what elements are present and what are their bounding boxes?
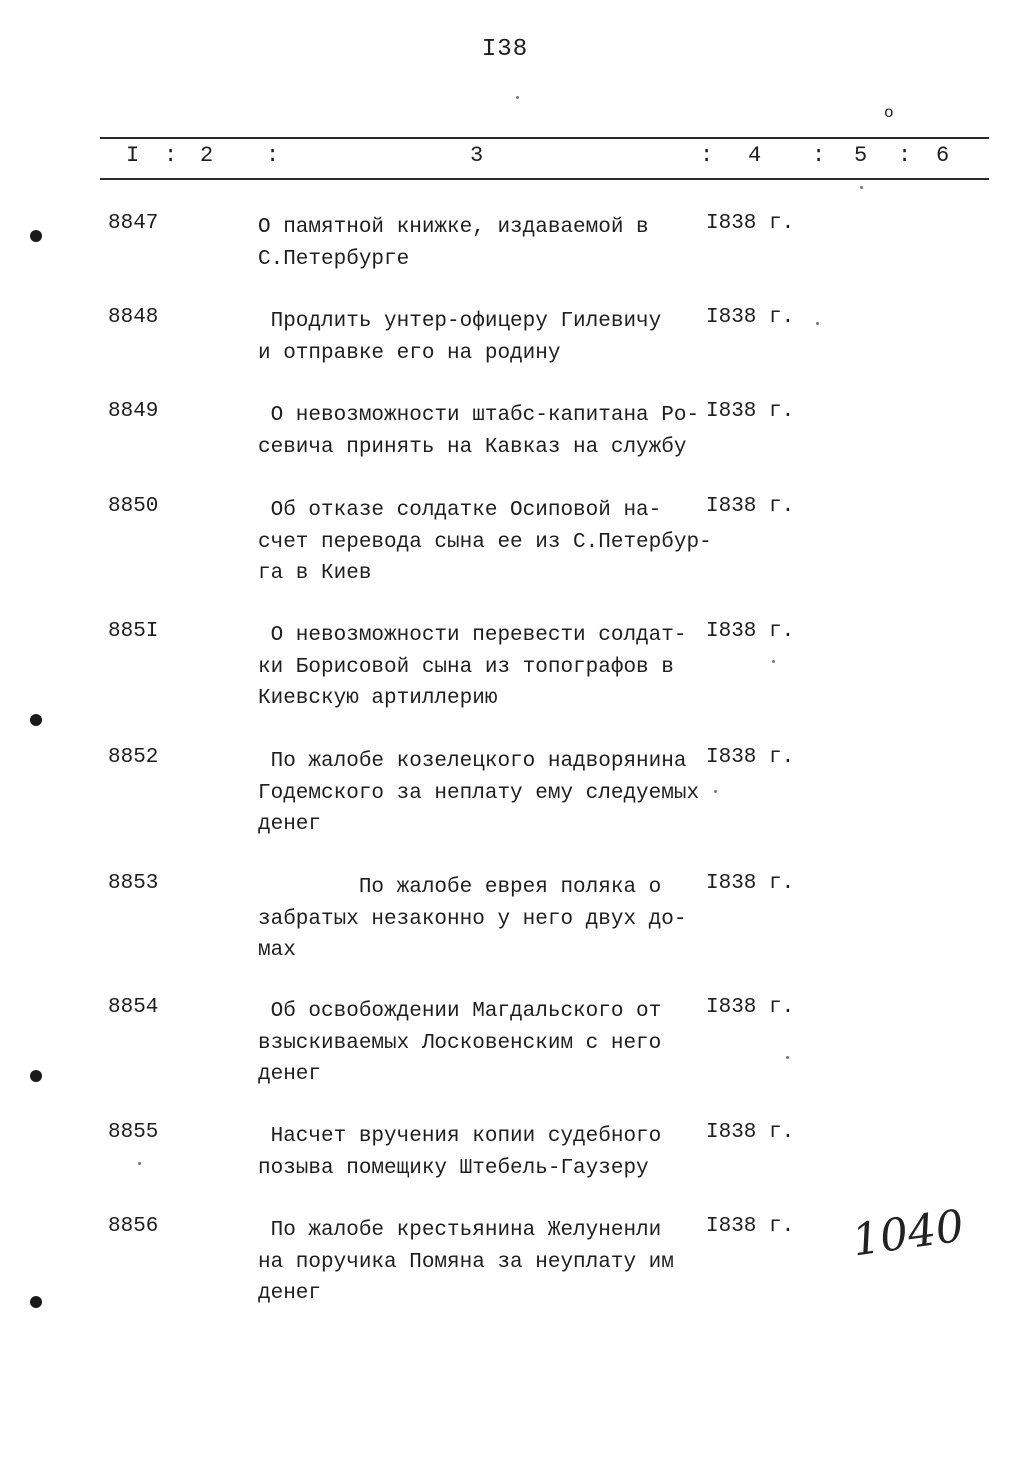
- binding-hole-mark: [30, 230, 42, 242]
- header-separator: :: [164, 143, 178, 168]
- paper-speck: [860, 186, 863, 189]
- header-col-3: 3: [470, 143, 484, 168]
- case-description: [258, 212, 649, 275]
- case-number: 8855: [108, 1121, 159, 1144]
- case-number: 8853: [108, 872, 159, 895]
- description-line: По жалобе козелецкого надворянина: [258, 750, 687, 773]
- header-col-1: I: [126, 143, 140, 168]
- paper-speck: [138, 1162, 141, 1165]
- binding-hole-mark: [30, 1070, 42, 1082]
- case-description: [258, 872, 686, 967]
- description-line: позыва помещику Штебель-Гаузеру: [258, 1156, 649, 1180]
- paper-speck: [516, 96, 519, 99]
- case-number: 8850: [108, 495, 159, 518]
- paper-speck: [772, 660, 775, 663]
- header-separator: :: [266, 143, 280, 168]
- description-line: денег: [258, 1063, 322, 1086]
- case-year: I838 г.: [706, 746, 795, 769]
- description-line: По жалобе крестьянина Желуненли: [258, 1219, 662, 1242]
- header-separator: :: [898, 143, 912, 168]
- description-line: Продлить унтер-офицеру Гилевичу: [258, 310, 662, 333]
- case-year: I838 г.: [706, 400, 795, 423]
- case-year: I838 г.: [706, 306, 795, 329]
- description-line: счет перевода сына ее из С.Петербур-: [258, 530, 712, 554]
- description-line: С.Петербурге: [258, 247, 410, 271]
- description-line: севича принять на Кавказ на службу: [258, 435, 687, 459]
- description-line: О невозможности перевести солдат-: [258, 624, 687, 647]
- case-year: I838 г.: [706, 872, 795, 895]
- header-separator: :: [700, 143, 714, 168]
- case-description: [258, 495, 712, 590]
- case-description: [258, 306, 661, 369]
- case-number: 8849: [108, 400, 159, 423]
- description-line: денег: [258, 1282, 322, 1305]
- case-description: [258, 996, 661, 1091]
- header-col-4: 4: [748, 143, 762, 168]
- case-number: 8848: [108, 306, 159, 329]
- header-separator: :: [812, 143, 826, 168]
- case-description: [258, 620, 686, 715]
- header-col-5: 5: [854, 143, 868, 168]
- case-number: 8854: [108, 996, 159, 1019]
- description-line: По жалобе еврея поляка о: [258, 876, 662, 899]
- case-number: 885I: [108, 620, 159, 643]
- description-line: взыскиваемых Лосковенским с него: [258, 1031, 662, 1055]
- case-description: [258, 1121, 661, 1184]
- top-mark: o: [884, 104, 894, 122]
- description-line: ки Борисовой сына из топографов в: [258, 655, 674, 679]
- case-year: I838 г.: [706, 495, 795, 518]
- description-line: О памятной книжке, издаваемой в: [258, 216, 649, 239]
- case-description: [258, 1215, 674, 1310]
- case-description: [258, 400, 699, 463]
- paper-speck: [816, 322, 819, 325]
- header-col-2: 2: [200, 143, 214, 168]
- description-line: га в Киев: [258, 562, 372, 585]
- description-line: Годемского за неплату ему следуемых: [258, 781, 700, 805]
- page-number: I38: [481, 36, 529, 63]
- binding-hole-mark: [30, 714, 42, 726]
- description-line: забратых незаконно у него двух до-: [258, 907, 687, 931]
- case-number: 8847: [108, 212, 159, 235]
- case-number: 8856: [108, 1215, 159, 1238]
- description-line: мах: [258, 939, 296, 962]
- case-year: I838 г.: [706, 1121, 795, 1144]
- case-year: I838 г.: [706, 996, 795, 1019]
- description-line: и отправке его на родину: [258, 341, 561, 365]
- paper-speck: [714, 790, 717, 793]
- header-rule-top: [100, 137, 989, 139]
- case-year: I838 г.: [706, 620, 795, 643]
- case-number: 8852: [108, 746, 159, 769]
- description-line: Насчет вручения копии судебного: [258, 1125, 662, 1148]
- description-line: Об отказе солдатке Осиповой на-: [258, 499, 662, 522]
- description-line: Об освобождении Магдальского от: [258, 1000, 662, 1023]
- case-description: [258, 746, 699, 841]
- description-line: Киевскую артиллерию: [258, 687, 498, 710]
- description-line: на поручика Помяна за неуплату им: [258, 1250, 674, 1274]
- description-line: денег: [258, 813, 322, 836]
- paper-speck: [786, 1056, 789, 1059]
- case-year: I838 г.: [706, 212, 795, 235]
- handwritten-folio-number: 1040: [848, 1200, 967, 1267]
- binding-hole-mark: [30, 1296, 42, 1308]
- case-year: I838 г.: [706, 1215, 795, 1238]
- header-col-6: 6: [936, 143, 950, 168]
- header-rule-bottom: [100, 178, 989, 180]
- description-line: О невозможности штабс-капитана Ро-: [258, 404, 700, 427]
